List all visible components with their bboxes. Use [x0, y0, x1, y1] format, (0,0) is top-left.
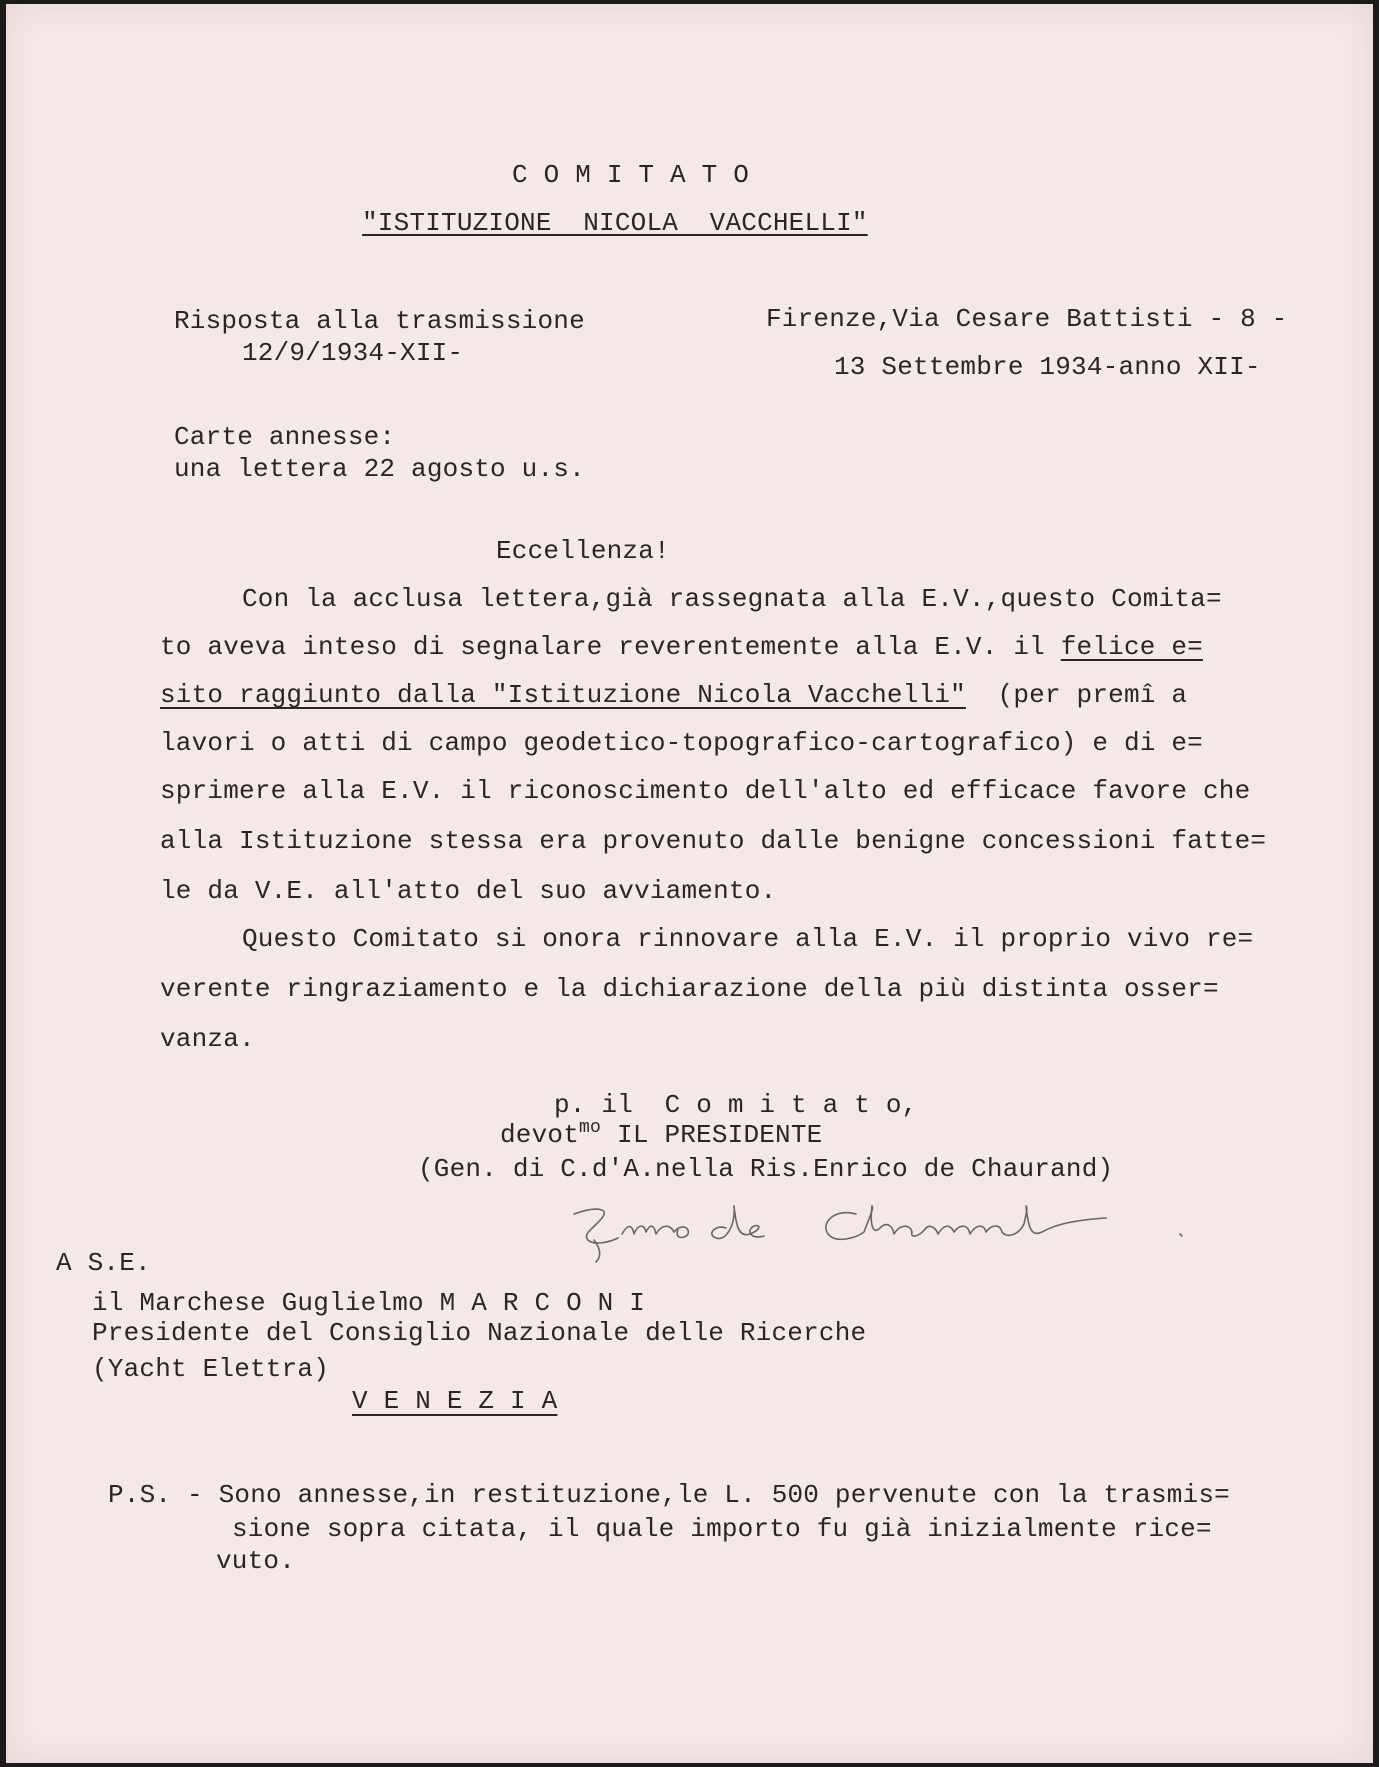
postscript-line: sione sopra citata, il quale importo fu già inizialmente rice=: [232, 1514, 1212, 1544]
body-text: (per premî a: [965, 680, 1188, 710]
handwritten-signature: [566, 1194, 1226, 1264]
postscript-line: P.S. - Sono annesse,in restituzione,le L. 500 pervenute con la trasmis=: [108, 1480, 1230, 1510]
closing-superscript: mo: [579, 1118, 602, 1138]
letterhead-committee: C O M I T A T O: [512, 160, 750, 190]
closing-signatory: (Gen. di C.d'A.nella Ris.Enrico de Chaurand): [418, 1154, 1114, 1184]
recipient-location: (Yacht Elettra): [92, 1354, 330, 1384]
letter-page: [6, 4, 1373, 1763]
closing-president: [500, 1120, 822, 1150]
letterhead-institution: "ISTITUZIONE NICOLA VACCHELLI": [362, 208, 868, 238]
body-line: le da V.E. all'atto del suo avviamento.: [160, 876, 777, 906]
closing-devot: devot: [500, 1120, 580, 1150]
body-line: lavori o atti di campo geodetico-topografico-cartografico) e di e=: [160, 728, 1203, 758]
body-line: alla Istituzione stessa era provenuto dalle benigne concessioni fatte=: [160, 826, 1267, 856]
body-line: Questo Comitato si onora rinnovare alla E.V. il proprio vivo re=: [242, 924, 1254, 954]
recipient-role: Presidente del Consiglio Nazionale delle Ricerche: [92, 1318, 867, 1348]
body-line: [160, 680, 1187, 710]
recipient-prefix: A S.E.: [56, 1248, 151, 1278]
body-line: vanza.: [160, 1024, 255, 1054]
closing-title: IL PRESIDENTE: [617, 1120, 823, 1150]
postscript-line: vuto.: [216, 1546, 296, 1576]
body-line: sprimere alla E.V. il riconoscimento dell'alto ed efficace favore che: [160, 776, 1251, 806]
closing-committee: p. il C o m i t a t o,: [554, 1090, 918, 1120]
body-line: [160, 632, 1203, 662]
reference-line-1: Risposta alla trasmissione: [174, 306, 585, 336]
reference-line-2: 12/9/1934-XII-: [242, 338, 464, 368]
place-line: Firenze,Via Cesare Battisti - 8 -: [766, 304, 1288, 334]
attachments-item: una lettera 22 agosto u.s.: [174, 454, 585, 484]
recipient-city: V E N E Z I A: [352, 1386, 558, 1416]
body-text: to aveva inteso di segnalare reverentemente alla E.V. il: [160, 632, 1061, 662]
underlined-phrase: felice e=: [1060, 632, 1203, 662]
salutation: Eccellenza!: [496, 536, 670, 566]
body-line: Con la acclusa lettera,già rassegnata alla E.V.,questo Comita=: [242, 584, 1222, 614]
attachments-label: Carte annesse:: [174, 422, 396, 452]
date-line: 13 Settembre 1934-anno XII-: [834, 352, 1261, 382]
body-line: verente ringraziamento e la dichiarazione della più distinta osser=: [160, 974, 1219, 1004]
recipient-name: il Marchese Guglielmo M A R C O N I: [92, 1288, 646, 1318]
underlined-phrase: sito raggiunto dalla "Istituzione Nicola Vacchelli": [160, 680, 966, 710]
